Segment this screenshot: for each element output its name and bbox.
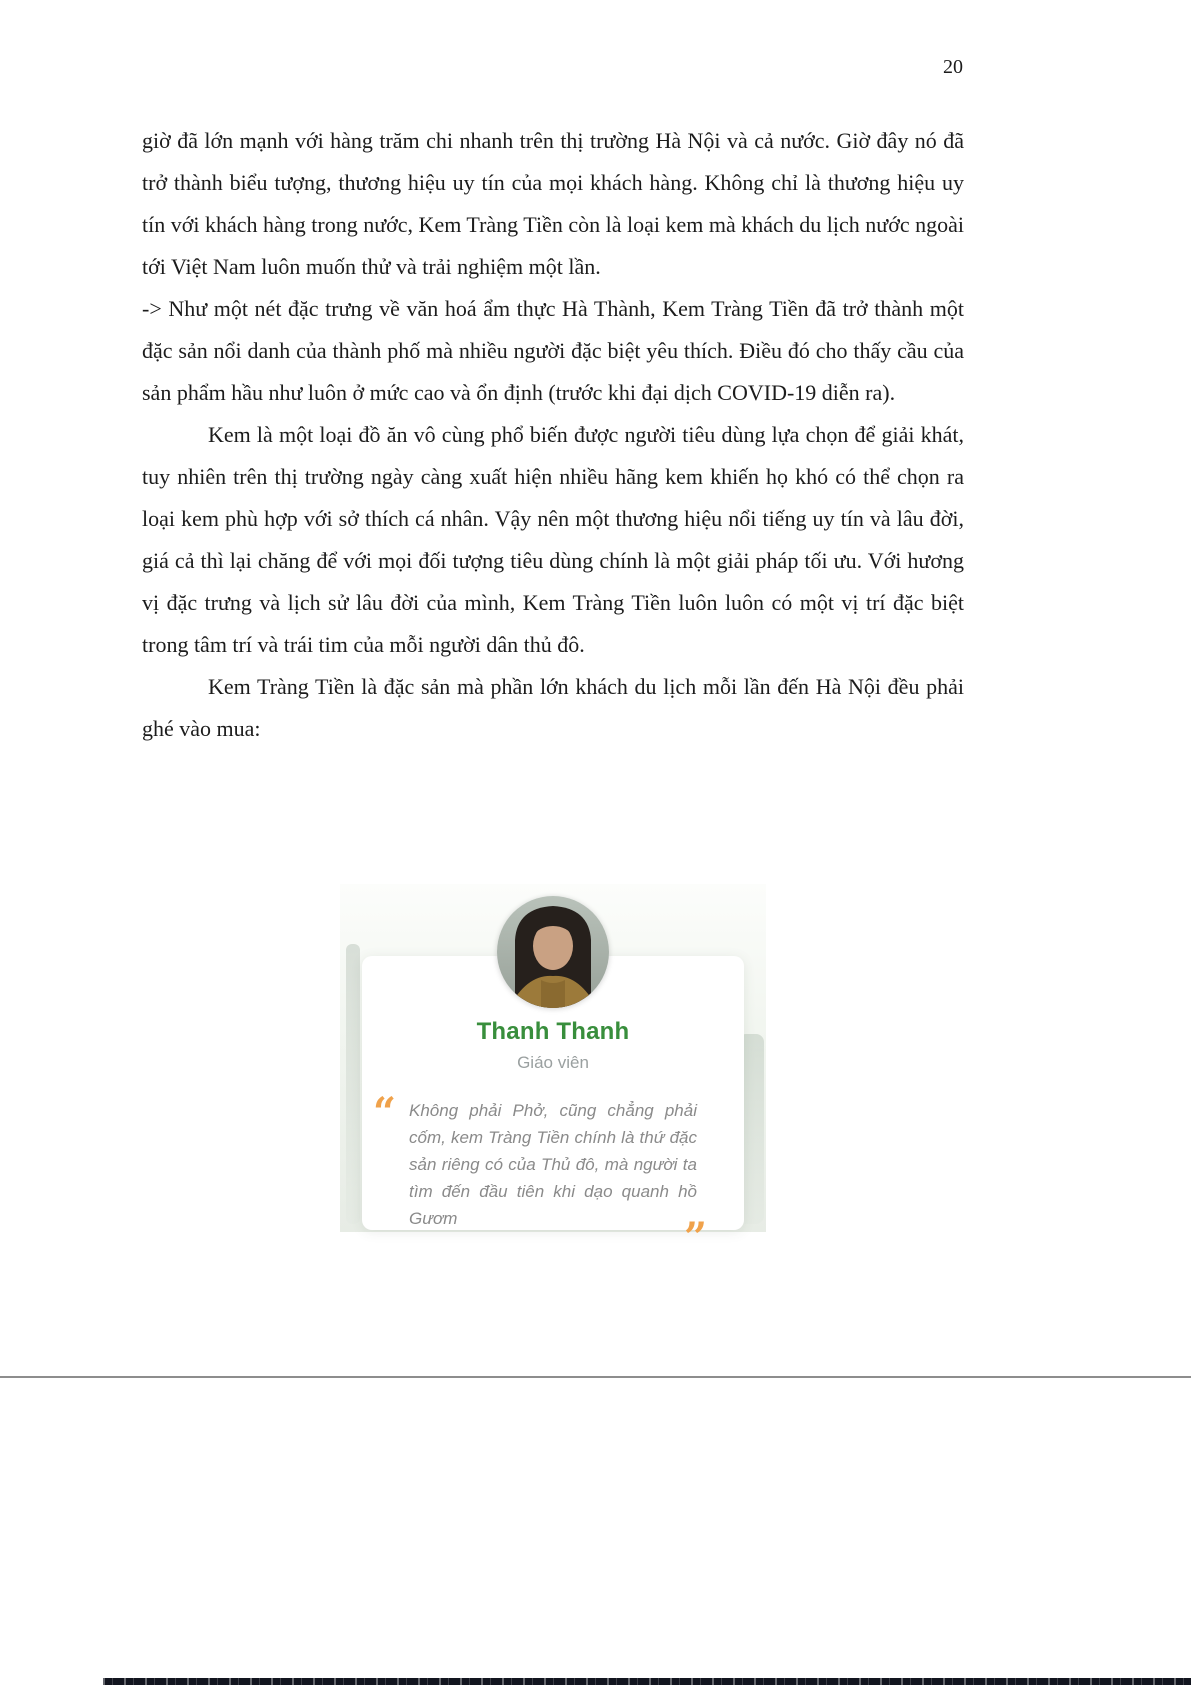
partial-bottom-bar xyxy=(103,1678,1191,1685)
page-number: 20 xyxy=(943,56,963,78)
testimonial-name: Thanh Thanh xyxy=(476,1018,630,1045)
horizontal-divider xyxy=(0,1376,1191,1378)
close-quote-icon: ” xyxy=(683,1214,707,1261)
background-blur-shape xyxy=(346,944,360,1224)
body-text xyxy=(142,120,964,750)
testimonial-quote: Không phải Phở, cũng chẳng phải cốm, kem Tràng Tiền chính là thứ đặc sản riêng có của Thủ đô, mà người ta tìm đến đầu tiên khi dạo quanh hồ Gươm xyxy=(409,1101,697,1228)
testimonial-image xyxy=(340,884,766,1261)
paragraph: giờ đã lớn mạnh với hàng trăm chi nhanh trên thị trường Hà Nội và cả nước. Giờ đây nó đã trở thành biểu tượng, thương hiệu uy tín của mọi khách hàng. Không chỉ là thương hiệu uy tín với khách hàng trong nước, Kem Tràng Tiền còn là loại kem mà khách du lịch nước ngoài tới Việt Nam luôn muốn thử và trải nghiệm một lần. xyxy=(142,128,964,279)
avatar xyxy=(497,896,609,1008)
paragraph: Kem Tràng Tiền là đặc sản mà phần lớn khách du lịch mỗi lần đến Hà Nội đều phải ghé vào mua: xyxy=(142,674,964,741)
open-quote-icon: “ xyxy=(373,1089,397,1136)
paragraph: -> Như một nét đặc trưng về văn hoá ẩm thực Hà Thành, Kem Tràng Tiền đã trở thành một đặc sản nổi danh của thành phố mà nhiều người đặc biệt yêu thích. Điều đó cho thấy cầu của sản phẩm hầu như luôn ở mức cao và ổn định (trước khi đại dịch COVID-19 diễn ra). xyxy=(142,296,964,405)
testimonial-role: Giáo viên xyxy=(517,1053,589,1072)
paragraph: Kem là một loại đồ ăn vô cùng phổ biến được người tiêu dùng lựa chọn để giải khát, tuy nhiên trên thị trường ngày càng xuất hiện nhiều hãng kem khiến họ khó có thể chọn ra loại kem phù hợp với sở thích cá nhân. Vậy nên một thương hiệu nổi tiếng uy tín và lâu đời, giá cả thì lại chăng để với mọi đối tượng tiêu dùng chính là một giải pháp tối ưu. Với hương vị đặc trưng và lịch sử lâu đời của mình, Kem Tràng Tiền luôn luôn có một vị trí đặc biệt trong tâm trí và trái tim của mỗi người dân thủ đô. xyxy=(142,422,964,657)
testimonial-quote-block xyxy=(373,1089,707,1261)
